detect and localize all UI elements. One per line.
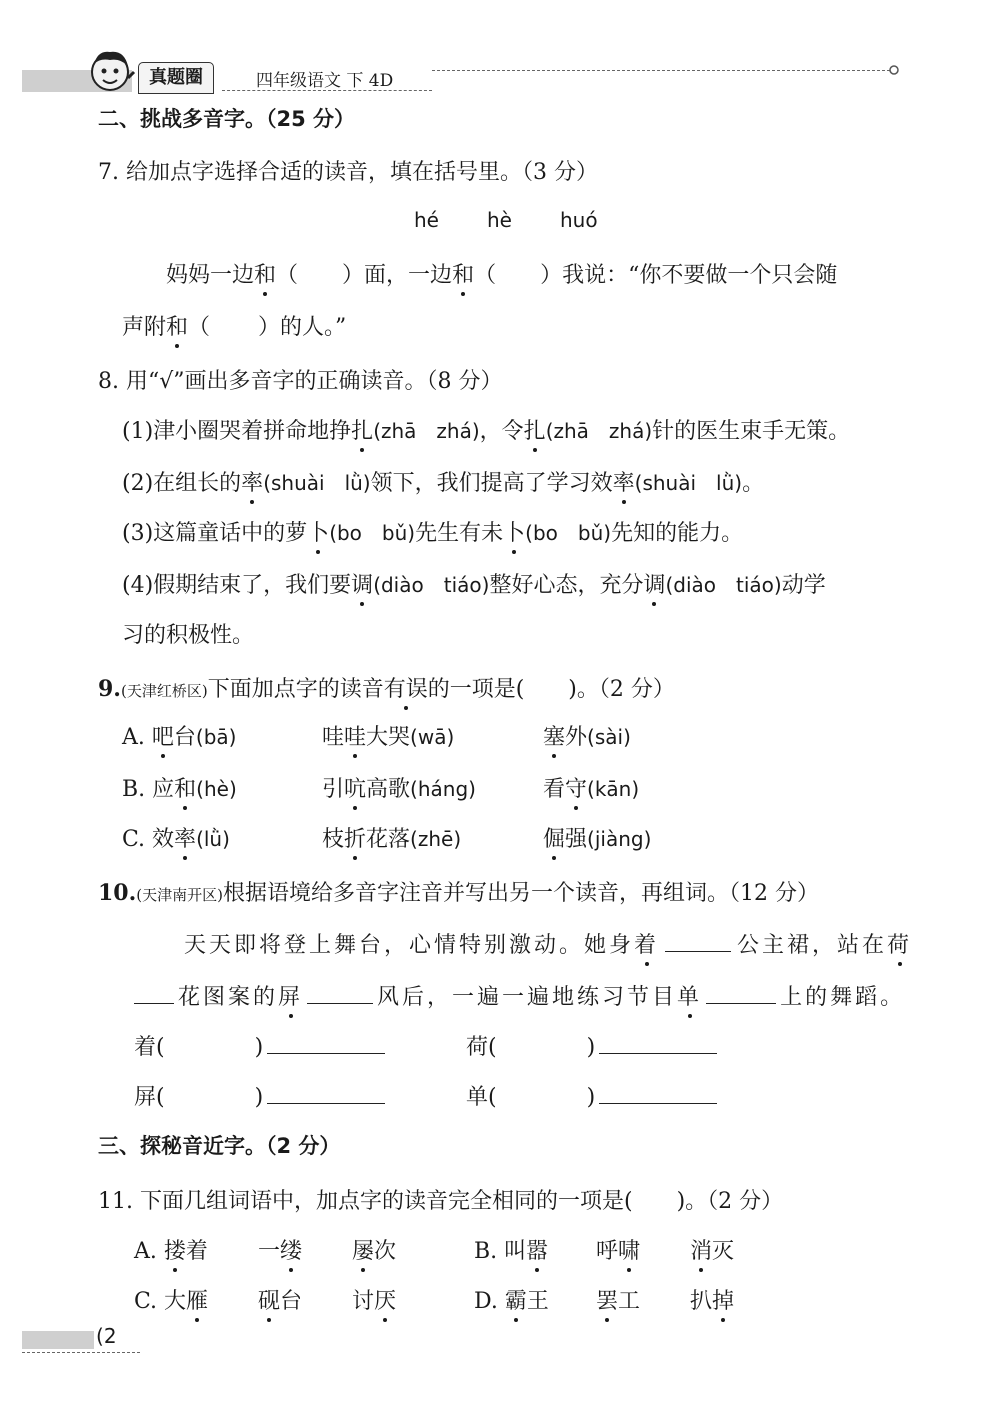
option-word: 枝折花落(zhē) <box>322 822 461 853</box>
option-word: 呼啸 <box>596 1234 640 1265</box>
footer-bar <box>22 1331 94 1349</box>
option-word: B. 应和(hè) <box>122 772 237 803</box>
section-3-title: 三、探秘音近字。（2 分） <box>98 1134 341 1158</box>
q8-item-1: (1)津小圈哭着拼命地挣扎(zhā zhá)，令扎(zhā zhá)针的医生束手无策。 <box>122 414 850 445</box>
option-word: D. 霸王 <box>474 1284 549 1315</box>
q8-item-4: (4)假期结束了，我们要调(diào tiáo)整好心态，充分调(diào tiáo)动学 <box>122 568 826 599</box>
q10-fill-ping[interactable]: 屏( ) <box>134 1080 385 1111</box>
q8-item-2: (2)在组长的率(shuài lǜ)领下，我们提高了学习效率(shuài lǜ)。 <box>122 466 764 497</box>
q10-blank-3[interactable] <box>307 981 373 1004</box>
q9-stem: 9.(天津红桥区)下面加点字的读音有误的一项是( )。（2 分） <box>98 672 675 703</box>
option-word: 消灭 <box>690 1234 734 1265</box>
header-badge: 真题圈 <box>138 62 214 94</box>
option-word: B. 叫嚣 <box>474 1234 548 1265</box>
q7-stem: 7. 给加点字选择合适的读音，填在括号里。（3 分） <box>98 160 598 185</box>
header-underline <box>222 90 432 91</box>
q10-fill-zhe[interactable]: 着( ) <box>134 1030 385 1061</box>
option-word: 讨厌 <box>352 1284 396 1315</box>
q7-option-1: hé <box>414 208 439 232</box>
q7-line-1: 妈妈一边和（ ）面，一边和（ ）我说：“你不要做一个只会随 <box>166 258 837 289</box>
option-word: 一缕 <box>258 1234 302 1265</box>
q10-blank-2[interactable] <box>134 981 174 1004</box>
option-word: 罢工 <box>596 1284 640 1315</box>
footer-dash-line <box>22 1352 140 1353</box>
q11-stem: 11. 下面几组词语中，加点字的读音完全相同的一项是( )。（2 分） <box>98 1189 784 1214</box>
header-dash-line <box>432 70 890 71</box>
option-word: 塞外(sài) <box>543 720 631 751</box>
cartoon-boy-icon <box>84 44 138 98</box>
q10-fill-dan[interactable]: 单( ) <box>466 1080 717 1111</box>
option-word: A. 搂着 <box>134 1234 208 1265</box>
page-number: (2 <box>96 1324 117 1348</box>
q10-passage-line-1: 天天即将登上舞台，心情特别激动。她身着 公主裙，站在荷 <box>184 928 912 959</box>
option-word: 看守(kān) <box>543 772 639 803</box>
q10-blank-1[interactable] <box>665 929 731 952</box>
q7-option-3: huó <box>560 208 598 232</box>
option-word: C. 效率(lǜ) <box>122 822 230 853</box>
q7-line-2: 声附和（ ）的人。” <box>122 310 346 341</box>
section-2-title: 二、挑战多音字。（25 分） <box>98 107 356 131</box>
option-word: 引吭高歌(háng) <box>322 772 476 803</box>
q7-option-2: hè <box>487 208 512 232</box>
q8-stem: 8. 用“√”画出多音字的正确读音。（8 分） <box>98 369 503 394</box>
header-subtitle: 四年级语文 下 4D <box>256 71 394 91</box>
q8-item-3: (3)这篇童话中的萝卜(bo bǔ)先生有未卜(bo bǔ)先知的能力。 <box>122 516 743 547</box>
q10-stem: 10.(天津南开区)根据语境给多音字注音并写出另一个读音，再组词。（12 分） <box>98 880 819 906</box>
circle-end-icon <box>888 64 900 76</box>
option-word: 砚台 <box>258 1284 302 1315</box>
option-word: 屡次 <box>352 1234 396 1265</box>
option-word: 哇哇大哭(wā) <box>322 720 454 751</box>
q10-fill-he[interactable]: 荷( ) <box>466 1030 717 1061</box>
option-word: 倔强(jiàng) <box>543 822 651 853</box>
q10-passage-line-2: 花图案的屏 风后，一遍一遍地练习节目单 上的舞蹈。 <box>134 980 905 1011</box>
q10-blank-4[interactable] <box>706 981 776 1004</box>
option-word: 扒掉 <box>690 1284 734 1315</box>
option-word: A. 吧台(bā) <box>122 720 236 751</box>
q8-item-4-cont: 习的积极性。 <box>122 623 255 648</box>
option-word: C. 大雁 <box>134 1284 208 1315</box>
